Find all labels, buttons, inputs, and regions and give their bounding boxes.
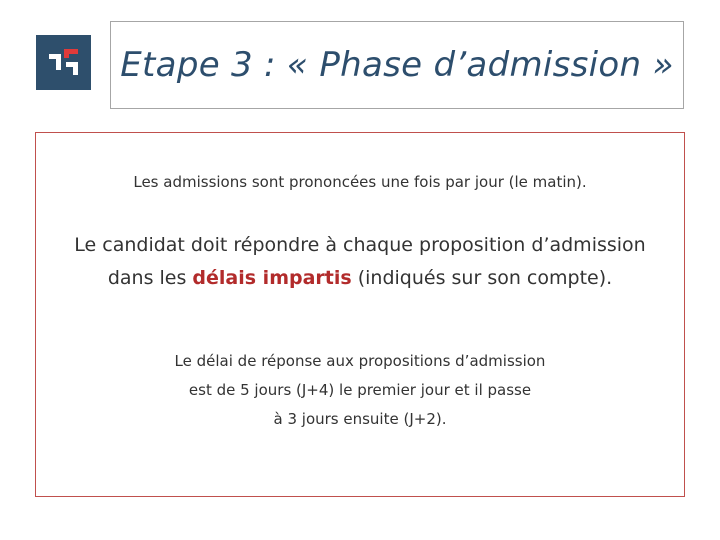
candidate-response-line-2 xyxy=(36,262,684,295)
line2-suffix: (indiqués sur son compte). xyxy=(351,267,613,289)
response-delay-line-3: à 3 jours ensuite (J+2). xyxy=(273,410,447,428)
response-delay-line-1: Le délai de réponse aux propositions d’admission xyxy=(174,352,546,370)
response-delay-text xyxy=(36,347,684,434)
content-box xyxy=(35,132,685,497)
response-delay-line-2: est de 5 jours (J+4) le premier jour et il passe xyxy=(188,381,532,399)
candidate-response-line-1: Le candidat doit répondre à chaque proposition d’admission xyxy=(74,234,646,256)
title-box xyxy=(110,21,684,109)
deadline-highlight: délais impartis xyxy=(192,267,352,289)
admissions-info-text: Les admissions sont prononcées une fois par jour (le matin). xyxy=(133,173,587,191)
brand-logo-icon xyxy=(36,35,91,90)
candidate-response-text xyxy=(36,229,684,295)
arrows-logo-icon xyxy=(36,35,91,90)
page-title: Etape 3 : « Phase d’admission » xyxy=(120,45,674,85)
line2-prefix: dans les xyxy=(107,267,193,289)
